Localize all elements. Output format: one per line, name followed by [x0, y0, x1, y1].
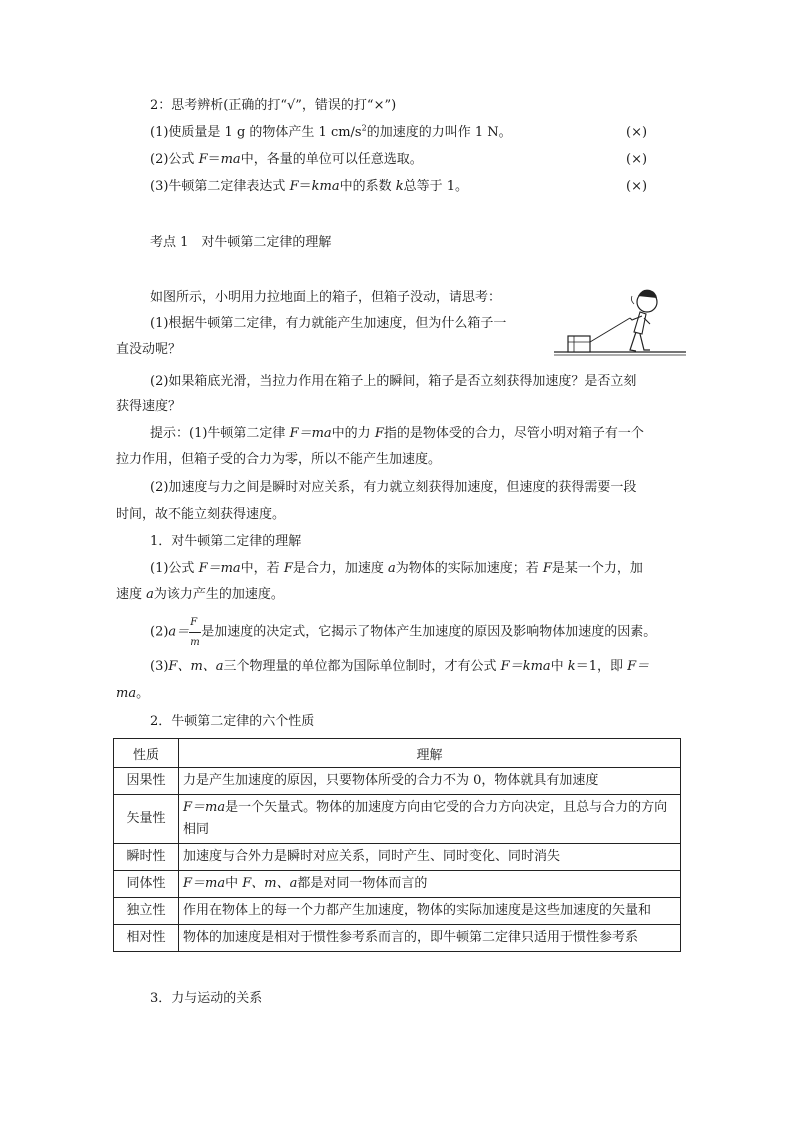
property-description: F＝ma是一个矢量式。物体的加速度方向由它受的合力方向决定，且总与合力的方向相同 — [179, 795, 681, 844]
table-header-cell: 理解 — [179, 739, 681, 768]
judge-mark-1: (×) — [626, 125, 648, 140]
table-row — [114, 795, 681, 844]
properties-table — [113, 738, 681, 952]
property-description: 加速度与合外力是瞬时对应关系，同时产生、同时变化、同时消失 — [179, 844, 681, 871]
property-name: 相对性 — [114, 925, 179, 952]
section-heading: 2：思考辨析(正确的打“√”，错误的打“×”) — [150, 98, 397, 113]
point-1-item-1-line-2: 速度 a为该力产生的加速度。 — [116, 587, 284, 602]
property-description: F＝ma中 F、m、a都是对同一物体而言的 — [179, 871, 681, 898]
question-intro: 如图所示，小明用力拉地面上的箱子，但箱子没动，请思考： — [150, 290, 502, 305]
table-row — [114, 898, 681, 925]
point-3-title: 3．力与运动的关系 — [150, 991, 263, 1006]
point-1-item-3-line-2: ma。 — [116, 686, 150, 701]
question-1-line-1: (1)根据牛顿第二定律，有力就能产生加速度，但为什么箱子一 — [150, 316, 507, 331]
point-1-title: 1．对牛顿第二定律的理解 — [150, 534, 302, 549]
table-row — [114, 871, 681, 898]
judge-item-1: (1)使质量是 1 g 的物体产生 1 $cm/s^2$的加速度的力叫作 1 N。 — [150, 123, 512, 140]
judge-item-2: (2)公式 F＝ma中，各量的单位可以任意选取。 — [150, 152, 423, 167]
judge-mark-3: (×) — [626, 179, 648, 194]
table-row — [114, 768, 681, 795]
property-name: 矢量性 — [114, 795, 179, 844]
question-1-line-2: 直没动呢？ — [116, 342, 182, 357]
table-row — [114, 844, 681, 871]
point-2-title: 2．牛顿第二定律的六个性质 — [150, 714, 315, 729]
hint-2-line-2: 时间，故不能立刻获得速度。 — [116, 507, 286, 522]
boy-pulling-box-illustration — [550, 284, 686, 360]
point-1-item-2: (2)a＝ $\frac{F}{m}$ 是加速度的决定式，它揭示了物体产生加速度的原因及影响物体加速度的因素。 — [150, 617, 657, 648]
question-2-line-1: (2)如果箱底光滑，当拉力作用在箱子上的瞬间，箱子是否立刻获得加速度？是否立刻 — [150, 374, 637, 389]
fraction-f-over-m: $\frac{F}{m}$ — [190, 617, 200, 648]
property-name: 瞬时性 — [114, 844, 179, 871]
hint-1-line-1: 提示：(1)牛顿第二定律 F＝ma中的力 F指的是物体受的合力，尽管小明对箱子有一个 — [150, 426, 644, 441]
property-name: 同体性 — [114, 871, 179, 898]
question-2-line-2: 获得速度？ — [116, 399, 182, 414]
judge-item-3: (3)牛顿第二定律表达式 F＝kma中的系数 k总等于 1。 — [150, 179, 469, 194]
topic-heading: 考点 1 对牛顿第二定律的理解 — [150, 235, 332, 250]
property-name: 因果性 — [114, 768, 179, 795]
table-header-row — [114, 739, 681, 768]
judge-mark-2: (×) — [626, 152, 648, 167]
hint-2-line-1: (2)加速度与力之间是瞬时对应关系，有力就立刻获得加速度，但速度的获得需要一段 — [150, 480, 637, 495]
point-1-item-1-line-1: (1)公式 F＝ma中，若 F是合力，加速度 a为物体的实际加速度；若 F是某一个力，加 — [150, 561, 643, 576]
hint-1-line-2: 拉力作用，但箱子受的合力为零，所以不能产生加速度。 — [116, 452, 442, 467]
table-header-cell: 性质 — [114, 739, 179, 768]
property-description: 作用在物体上的每一个力都产生加速度，物体的实际加速度是这些加速度的矢量和 — [179, 898, 681, 925]
table-row — [114, 925, 681, 952]
property-description: 力是产生加速度的原因，只要物体所受的合力不为 0，物体就具有加速度 — [179, 768, 681, 795]
property-name: 独立性 — [114, 898, 179, 925]
property-description: 物体的加速度是相对于惯性参考系而言的，即牛顿第二定律只适用于惯性参考系 — [179, 925, 681, 952]
point-1-item-3-line-1: (3)F、m、a三个物理量的单位都为国际单位制时，才有公式 F＝kma中 k＝1，即 F＝ — [150, 659, 650, 674]
